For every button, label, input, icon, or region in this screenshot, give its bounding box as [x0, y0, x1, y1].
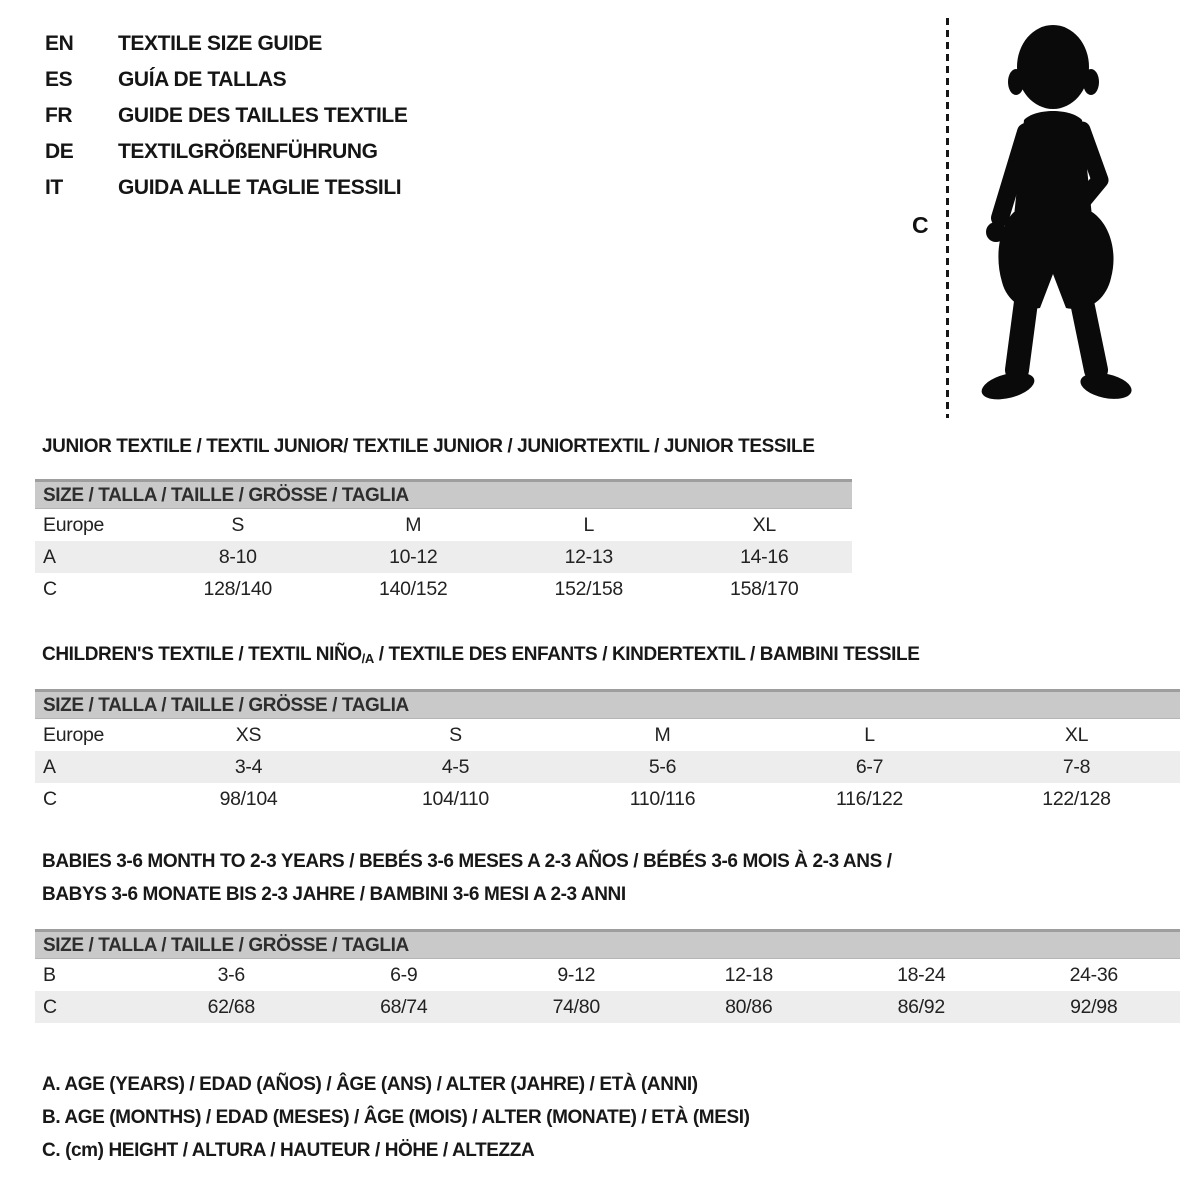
lang-title: TEXTILGRÖßENFÜHRUNG [118, 140, 378, 163]
value-cell: 62/68 [207, 995, 255, 1018]
table-row [35, 991, 1180, 1023]
value-cell: 5-6 [648, 755, 677, 778]
legend-line-b: B. AGE (MONTHS) / EDAD (MESES) / ÂGE (MOIS) / ALTER (MONATE) / ETÀ (MESI) [42, 1107, 750, 1128]
babies-size-table [35, 929, 1180, 1023]
value-cell: 3-4 [234, 755, 263, 778]
lang-row-fr [45, 98, 407, 134]
lang-title: GUIDA ALLE TAGLIE TESSILI [118, 176, 402, 199]
value-cell: 12-18 [724, 963, 773, 986]
row-label: Europe [43, 513, 105, 536]
value-cell: 9-12 [557, 963, 596, 986]
babies-section-title-line2: BABYS 3-6 MONATE BIS 2-3 JAHRE / BAMBINI 3-6 MESI A 2-3 ANNI [42, 884, 626, 905]
value-cell: 140/152 [379, 577, 448, 600]
size-cell: XL [1064, 723, 1089, 746]
value-cell: 80/86 [725, 995, 773, 1018]
size-header-bar: SIZE / TALLA / TAILLE / GRÖSSE / TAGLIA [35, 689, 1180, 719]
size-cell: L [583, 513, 595, 536]
children-title-rest: / TEXTILE DES ENFANTS / KINDERTEXTIL / BAMBINI TESSILE [373, 644, 920, 665]
size-cell: XS [235, 723, 262, 746]
lang-code: ES [45, 68, 73, 91]
height-measure-label: C [912, 212, 929, 238]
value-cell: 104/110 [422, 787, 489, 810]
value-cell: 24-36 [1069, 963, 1118, 986]
toddler-silhouette-icon [960, 20, 1145, 420]
value-cell: 74/80 [552, 995, 600, 1018]
table-row [35, 541, 852, 573]
value-cell: 128/140 [203, 577, 272, 600]
children-size-table [35, 689, 1180, 815]
value-cell: 3-6 [217, 963, 245, 986]
lang-code: DE [45, 140, 74, 163]
table-row [35, 959, 1180, 991]
size-header-bar: SIZE / TALLA / TAILLE / GRÖSSE / TAGLIA [35, 929, 1180, 959]
table-row [35, 573, 852, 605]
height-measure-dashed-line [946, 18, 949, 418]
size-cell: S [449, 723, 462, 746]
measurement-legend [42, 1068, 750, 1167]
children-title-main: CHILDREN'S TEXTILE / TEXTIL NIÑO [42, 644, 362, 665]
lang-title: TEXTILE SIZE GUIDE [118, 32, 322, 55]
row-label: C [43, 787, 57, 810]
junior-section-title: JUNIOR TEXTILE / TEXTIL JUNIOR/ TEXTILE JUNIOR / JUNIORTEXTIL / JUNIOR TESSILE [42, 436, 815, 457]
table-row [35, 751, 1180, 783]
language-header [45, 26, 407, 206]
value-cell: 158/170 [730, 577, 799, 600]
value-cell: 8-10 [218, 545, 257, 568]
value-cell: 6-9 [390, 963, 418, 986]
value-cell: 6-7 [855, 755, 884, 778]
value-cell: 98/104 [219, 787, 278, 810]
row-label: B [43, 963, 56, 986]
row-label: Europe [43, 723, 105, 746]
lang-title: GUÍA DE TALLAS [118, 68, 287, 91]
value-cell: 86/92 [897, 995, 945, 1018]
value-cell: 10-12 [389, 545, 438, 568]
babies-section-title-line1: BABIES 3-6 MONTH TO 2-3 YEARS / BEBÉS 3-6 MESES A 2-3 AÑOS / BÉBÉS 3-6 MOIS À 2-3 ANS / [42, 851, 892, 872]
table-row [35, 783, 1180, 815]
lang-row-es [45, 62, 407, 98]
value-cell: 14-16 [740, 545, 789, 568]
row-label: C [43, 995, 57, 1018]
value-cell: 7-8 [1062, 755, 1091, 778]
row-label: A [43, 545, 56, 568]
lang-row-de [45, 134, 407, 170]
value-cell: 116/122 [836, 787, 903, 810]
children-title-sub: /A [361, 651, 374, 666]
value-cell: 110/116 [629, 787, 696, 810]
lang-code: IT [45, 176, 63, 199]
row-label: C [43, 577, 57, 600]
junior-size-table [35, 479, 852, 605]
value-cell: 12-13 [564, 545, 613, 568]
size-cell: S [231, 513, 245, 536]
value-cell: 68/74 [380, 995, 428, 1018]
lang-code: FR [45, 104, 73, 127]
value-cell: 4-5 [441, 755, 470, 778]
children-section-title [42, 644, 919, 670]
value-cell: 122/128 [1042, 787, 1111, 810]
size-cell: M [654, 723, 671, 746]
table-row [35, 509, 852, 541]
legend-line-a: A. AGE (YEARS) / EDAD (AÑOS) / ÂGE (ANS) / ALTER (JAHRE) / ETÀ (ANNI) [42, 1074, 698, 1095]
size-header-bar: SIZE / TALLA / TAILLE / GRÖSSE / TAGLIA [35, 479, 852, 509]
lang-code: EN [45, 32, 74, 55]
value-cell: 18-24 [897, 963, 946, 986]
lang-row-en [45, 26, 407, 62]
lang-row-it [45, 170, 407, 206]
row-label: A [43, 755, 56, 778]
legend-line-c: C. (cm) HEIGHT / ALTURA / HAUTEUR / HÖHE / ALTEZZA [42, 1140, 535, 1161]
size-cell: M [405, 513, 422, 536]
table-row [35, 719, 1180, 751]
value-cell: 152/158 [554, 577, 623, 600]
size-cell: L [864, 723, 875, 746]
lang-title: GUIDE DES TAILLES TEXTILE [118, 104, 408, 127]
value-cell: 92/98 [1070, 995, 1118, 1018]
size-cell: XL [752, 513, 776, 536]
